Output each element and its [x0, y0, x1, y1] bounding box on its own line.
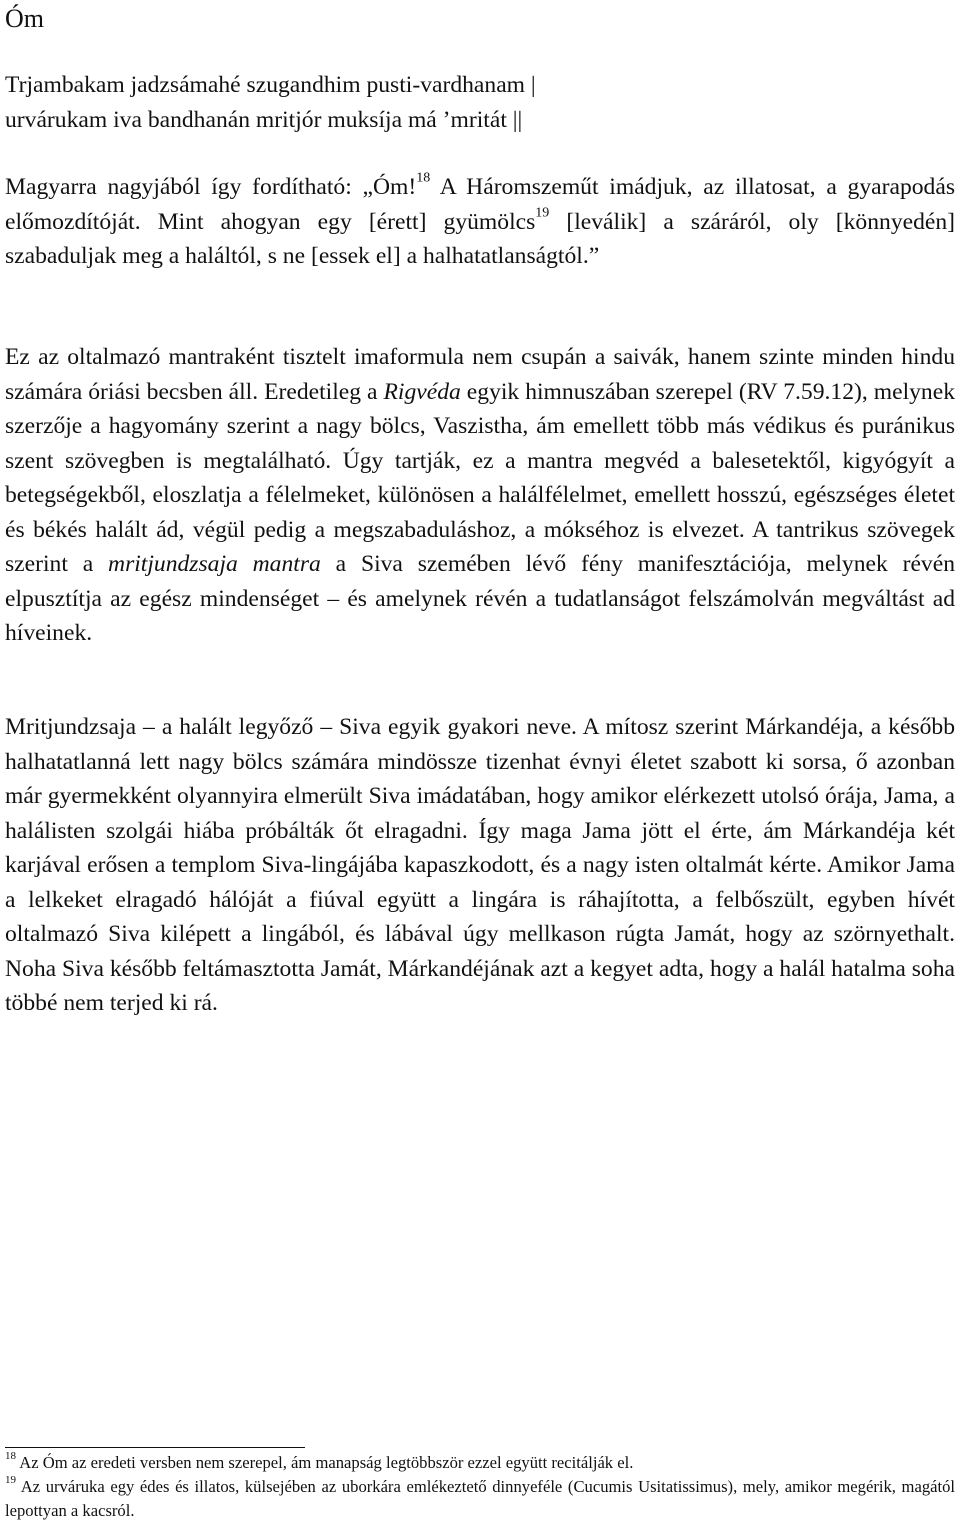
- translation-text-3: [leválik] a száráról, oly [könnyedén] szabaduljak meg a haláltól, s ne [essek el] a halhatatlanságtól.”: [5, 208, 956, 269]
- footnote-number: 19: [5, 1474, 16, 1487]
- translation-paragraph: [5, 170, 955, 274]
- commentary-text-1: Ez az oltalmazó mantraként tisztelt imaformula nem csupán a saivák, hanem szinte minden hindu számára óriási becsben áll. Eredetileg a: [5, 344, 955, 405]
- footnote-text: Az Óm az eredeti versben nem szerepel, ám manapság legtöbbször ezzel együtt recitálják el.: [19, 1453, 634, 1472]
- footnote-number: 18: [5, 1450, 16, 1463]
- rigveda-title: Rigvéda: [383, 378, 461, 405]
- footnote-ref-18[interactable]: 18: [416, 170, 431, 186]
- footnote-18: [5, 1451, 955, 1475]
- mantra-name: mritjundzsaja mantra: [108, 551, 321, 577]
- legend-paragraph: Mritjundzsaja – a halált legyőző – Siva egyik gyakori neve. A mítosz szerint Márkandéja, a később halhatatlanná lett nagy bölcs számára mindössze tizenhat évnyi életet szabott ki sorsa, ő azonban már gyermekként olyannyira elmerült Siva imádatában, hogy amikor elérkezett utolsó órája, Jama, a halálisten szolgái hiába próbálták őt elragadni. Így maga Jama jött el érte, ám Márkandéja két karjával erősen a templom Siva-lingájába kapaszkodott, és a nagy isten oltalmát kérte. Amikor Jama a lelkeket elragadó hálóját a fiúval együtt a lingára is ráhajította, a felbőszült, egyben hívét oltalmazó Siva kilépett a lingából, és lábával úgy mellkason rúgta Jamát, hogy az szörnyethalt. Noha Siva később feltámasztotta Jamát, Márkandéjának azt a kegyet adta, hogy a halál hatalma soha többé nem terjed ki rá.: [5, 714, 955, 1016]
- mantra-line-1: Trjambakam jadzsámahé szugandhim pusti-vardhanam |: [5, 72, 536, 98]
- mantra-verse: [5, 68, 955, 137]
- footnote-ref-19[interactable]: 19: [535, 204, 550, 220]
- page-heading: Óm: [5, 4, 44, 33]
- commentary-text-3: a Siva szemében lévő fény manifesztációja, melynek révén elpusztítja az egész mindenséget – és amelynek révén a tudatlanságot felszámolván megváltást ad híveinek.: [5, 551, 955, 646]
- footnote-text: Az urváruka egy édes és illatos, külsejében az uborkára emlékeztető dinnyeféle (Cucumis Usitatissimus), mely, amikor megérik, magától lepottyan a kacsról.: [5, 1477, 956, 1520]
- commentary-text-2: egyik himnuszában szerepel (RV 7.59.12), melynek szerzője a hagyomány szerint a nagy bölcs, Vaszistha, ám emellett több más védikus és puránikus szent szövegben is megtalálható. Úgy tartják, ez a mantra megvéd a balesetektől, kigyógyít a betegségekből, eloszlatja a félelmeket, különösen a halálfélelmet, emellett hosszú, egészséges életet és békés halált ád, végül pedig a megszabaduláshoz, a mókséhoz is elvezet. A tantrikus szövegek szerint a: [5, 378, 955, 577]
- footnotes: [5, 1451, 955, 1523]
- footnote-divider: [5, 1447, 305, 1448]
- translation-text-2: A Háromszeműt imádjuk, az illatosat, a gyarapodás előmozdítóját. Mint ahogyan egy [érett] gyümölcs: [5, 174, 955, 235]
- commentary-paragraph: [5, 340, 955, 651]
- mantra-line-2: urvárukam iva bandhanán mritjór muksíja má ’mritát ||: [5, 106, 523, 133]
- translation-text-1: Magyarra nagyjából így fordítható: „Óm!: [5, 174, 417, 200]
- footnote-19: [5, 1475, 955, 1523]
